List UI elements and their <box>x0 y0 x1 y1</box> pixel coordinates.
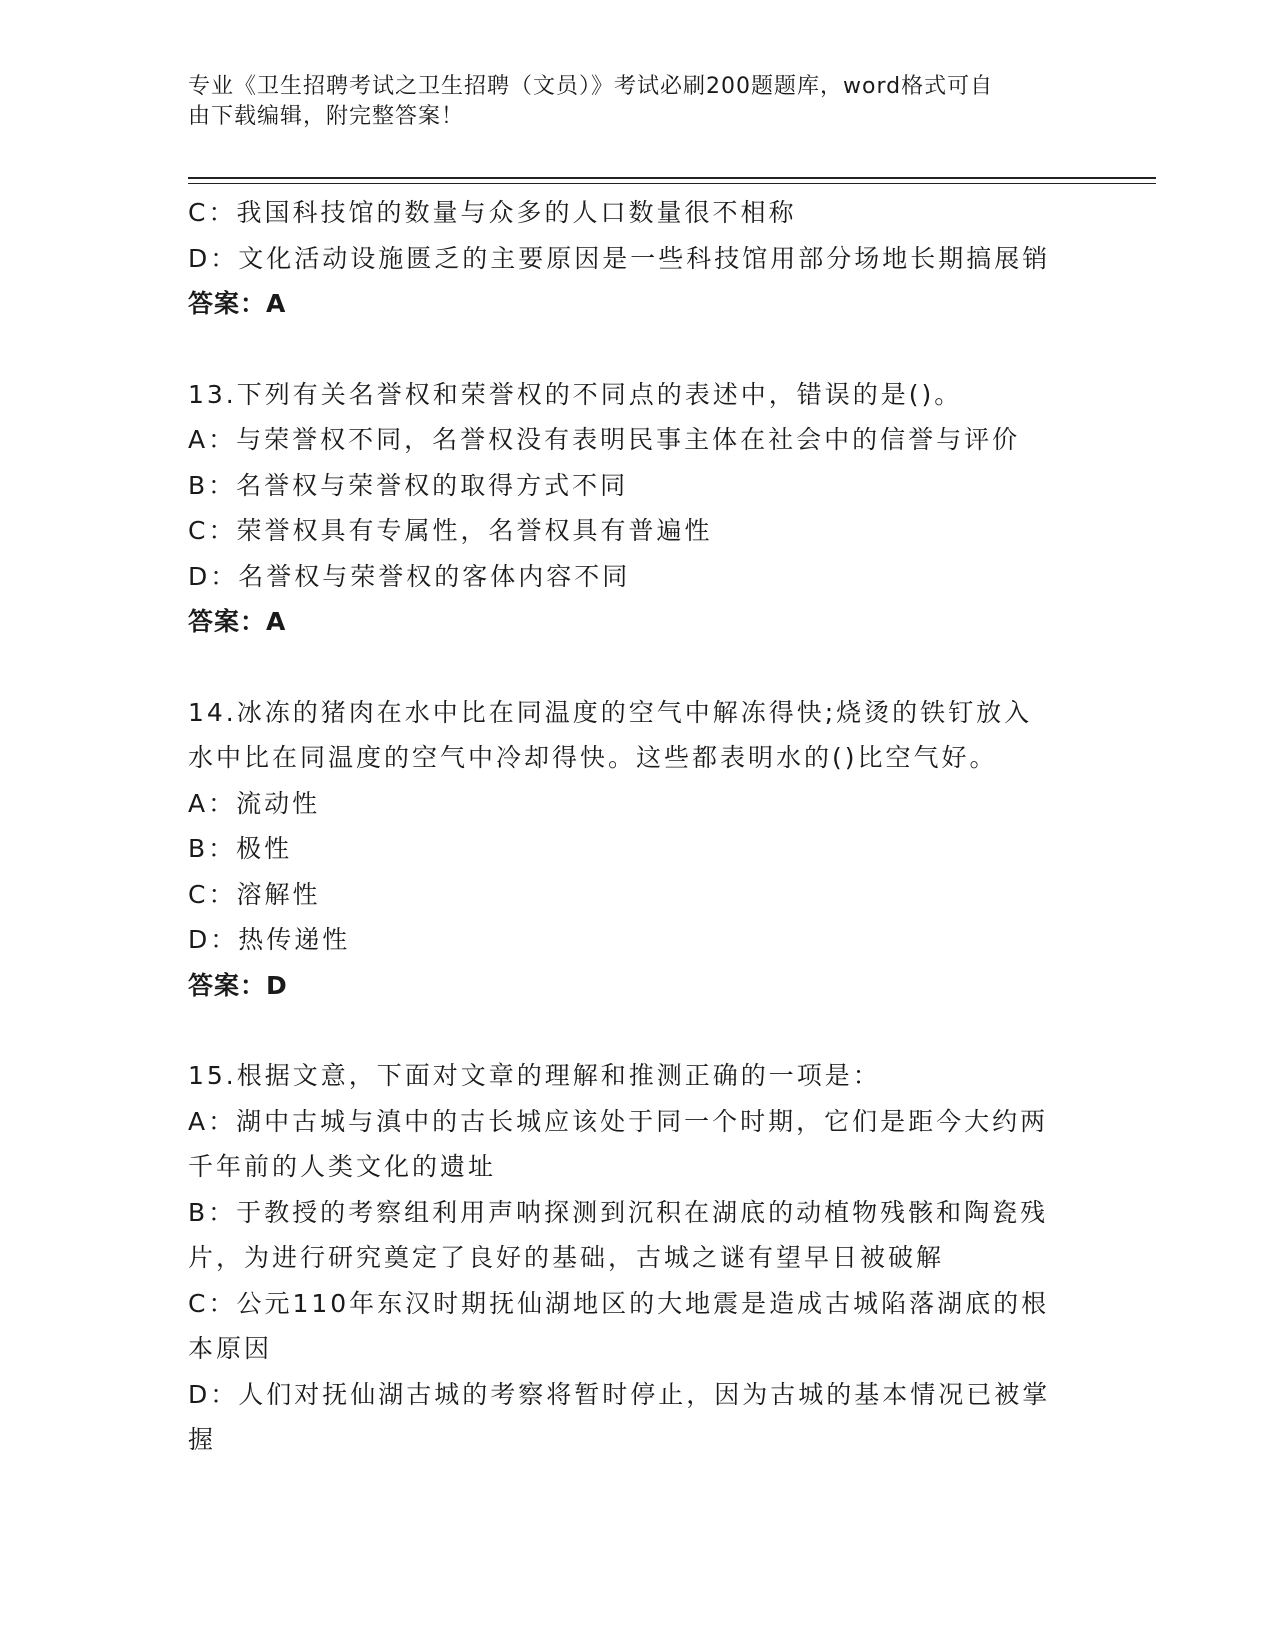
option-b: B：极性 <box>188 834 293 863</box>
question-12-tail <box>188 190 1088 327</box>
option-b-line-1: B：于教授的考察组利用声呐探测到沉积在湖底的动植物残骸和陶瓷残 <box>188 1197 1049 1227</box>
option-b-line-2: 片，为进行研究奠定了良好的基础，古城之谜有望早日被破解 <box>188 1243 945 1272</box>
option-d-line-1: D：人们对抚仙湖古城的考察将暂时停止，因为古城的基本情况已被掌 <box>188 1379 1051 1409</box>
option-d: D：文化活动设施匮乏的主要原因是一些科技馆用部分场地长期搞展销 <box>188 243 1051 273</box>
option-d: D：名誉权与荣誉权的客体内容不同 <box>188 561 631 591</box>
option-c: C：荣誉权具有专属性，名誉权具有普遍性 <box>188 516 713 545</box>
question-14 <box>188 690 1088 1009</box>
option-c-line-1: C：公元110年东汉时期抚仙湖地区的大地震是造成古城陷落湖底的根 <box>188 1288 1050 1318</box>
question-15 <box>188 1053 1088 1463</box>
option-a-line-2: 千年前的人类文化的遗址 <box>188 1152 497 1181</box>
option-d: D：热传递性 <box>188 925 351 954</box>
question-stem-line-1: 14.冰冻的猪肉在水中比在同温度的空气中解冻得快;烧烫的铁钉放入 <box>188 697 1033 727</box>
spacer <box>188 327 1088 372</box>
header-title-line-2: 由下载编辑，附完整答案！ <box>188 104 465 129</box>
option-c: C：我国科技馆的数量与众多的人口数量很不相称 <box>188 198 797 227</box>
option-d-line-2: 握 <box>188 1425 217 1454</box>
spacer <box>188 645 1088 690</box>
document-header <box>188 72 1088 132</box>
document-body <box>188 190 1088 1463</box>
question-13 <box>188 372 1088 645</box>
spacer <box>188 1008 1088 1053</box>
header-divider-thin <box>188 183 1156 184</box>
question-stem: 15.根据文意，下面对文章的理解和推测正确的一项是： <box>188 1061 881 1090</box>
option-c: C：溶解性 <box>188 879 321 909</box>
header-title-line-1: 专业《卫生招聘考试之卫生招聘（文员）》考试必刷200题题库，word格式可自 <box>188 74 994 99</box>
answer-label: 答案：A <box>188 607 287 636</box>
option-a: A：与荣誉权不同，名誉权没有表明民事主体在社会中的信誉与评价 <box>188 425 1021 454</box>
option-a-line-1: A：湖中古城与滇中的古长城应该处于同一个时期，它们是距今大约两 <box>188 1106 1049 1136</box>
header-divider-thick <box>188 177 1156 179</box>
option-a: A：流动性 <box>188 788 321 818</box>
answer-label: 答案：A <box>188 289 287 318</box>
option-b: B：名誉权与荣誉权的取得方式不同 <box>188 470 629 500</box>
question-stem-line-2: 水中比在同温度的空气中冷却得快。这些都表明水的()比空气好。 <box>188 743 998 772</box>
question-stem: 13.下列有关名誉权和荣誉权的不同点的表述中，错误的是()。 <box>188 379 963 409</box>
option-c-line-2: 本原因 <box>188 1334 273 1363</box>
answer-label: 答案：D <box>188 970 288 1000</box>
